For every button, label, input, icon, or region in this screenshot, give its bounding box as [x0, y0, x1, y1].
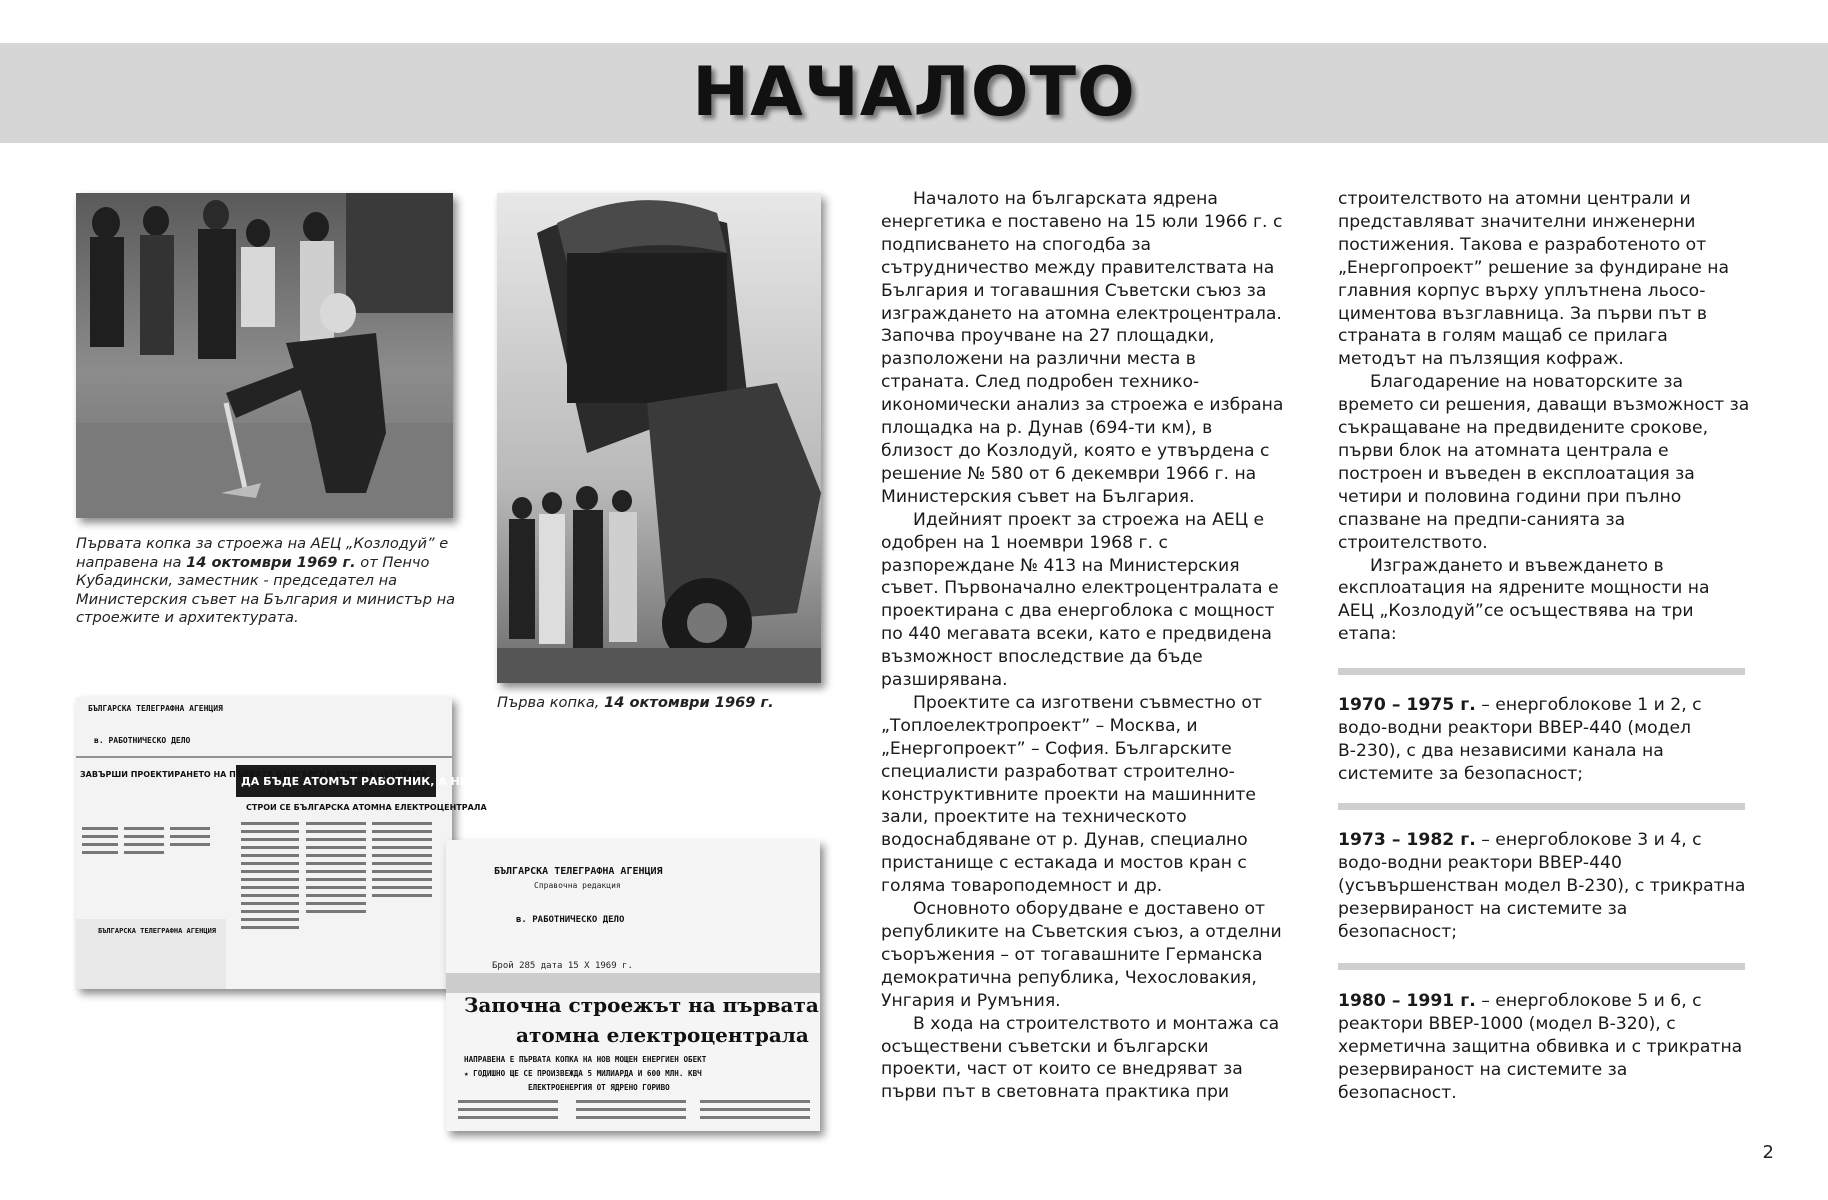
newspaper-clipping-1: [76, 697, 508, 989]
stage-period: 1970 – 1975 г.: [1338, 695, 1476, 715]
divider: [1338, 668, 1745, 675]
clipping2-desk: Справочна редакция: [534, 881, 621, 890]
clipping1-agency-footer: БЪЛГАРСКА ТЕЛЕГРАФНА АГЕНЦИЯ: [98, 927, 217, 935]
main-text-column-1: [881, 188, 1289, 1104]
page-title: НАЧАЛОТО: [692, 53, 1136, 132]
clipping2-issue: Брой 285 дата 15 X 1969 г.: [492, 961, 633, 971]
paragraph: Изграждането и въвеждането в експлоатация на ядрените мощности на АЕЦ „Козлодуй”се осъществява на три етапа:: [1338, 555, 1710, 645]
clipping1-headline-right: ДА БЪДЕ АТОМЪТ РАБОТНИК, А НЕ ВОИН: [241, 775, 508, 788]
stage-period: 1980 – 1991 г.: [1338, 991, 1476, 1011]
stage-period: 1973 – 1982 г.: [1338, 830, 1476, 850]
photo-groundbreaking-caption: Първата копка за строежа на АЕЦ „Козлодуй” е направена на 14 октомври 1969 г. от Пенчо Кубадински, заместник - председател на Министерския съвет на България и министър на строежите и архитектурата.: [76, 535, 456, 626]
clipping1-headline-left: ЗАВЪРШИ ПРОЕКТИРАНЕТО НА ПЪРВАТА БЪЛГАРСКА АТОМНА ЦЕНТРАЛА: [80, 770, 427, 779]
clipping2-subhead-1: НАПРАВЕНА Е ПЪРВАТА КОПКА НА НОВ МОЩЕН ЕНЕРГИЕН ОБЕКТ: [464, 1055, 707, 1064]
paragraph: Основното оборудване е доставено от републиките на Съветския съюз, а отделни съоръжения – от тогавашните Германска демократична република, Чехословакия, Унгария и Румъния.: [881, 899, 1282, 1011]
main-text-column-2: [1338, 188, 1750, 646]
paragraph: строителството на атомни централи и представляват значителни инженерни постижения. Такова е разработеното от „Енергопроект” решение за фундиране на главния корпус върху уплътнена льосо-циментова възглавница. За първи път в страната в голям мащаб се прилага методът на пълзящия кофраж.: [1338, 189, 1730, 370]
caption-date: 14 октомври 1969 г.: [186, 553, 356, 571]
paragraph: Началото на българската ядрена енергетика е поставено на 15 юли 1966 г. с подписването на спогодба за сътрудничество между правителствата на България и тогавашния Съветски съюз за изграждането на атомна електроцентрала. Започва проучване на 27 площадки, разположени на различни места в страната. След подробен технико- икономически анализ за строежа е избрана площадка на р. Дунав (694-ти км), в близост до Козлодуй, която е утвърдена с решение № 580 от 6 декември 1966 г. на Министерския съвет на България.: [881, 189, 1284, 507]
stage-item: 1970 – 1975 г. – енергоблокове 1 и 2, с водо-водни реактори ВВЕР-440 (модел В-230), с два независими канала на системите за безопасност;: [1338, 695, 1702, 784]
clipping2-agency: БЪЛГАРСКА ТЕЛЕГРАФНА АГЕНЦИЯ: [494, 866, 663, 877]
clipping2-headline-2: атомна електроцентрала: [516, 1023, 809, 1047]
stage-item: 1980 – 1991 г. – енергоблокове 5 и 6, с реактори ВВЕР-1000 (модел В-320), с херметична защитна обвивка и с трикратна резервираност на системите за безопасност.: [1338, 991, 1743, 1103]
clipping2-headline-1: Започна строежът на първата: [464, 993, 819, 1017]
photo-first-dig: [497, 193, 821, 683]
clipping1-subhead: СТРОИ СЕ БЪЛГАРСКА АТОМНА ЕЛЕКТРОЦЕНТРАЛА: [246, 803, 487, 812]
paragraph: Проектите са изготвени съвместно от „Топлоелектропроект” – Москва, и „Енергопроект” – София. Българските специалисти разработват строително-конструктивните проекти на машинните зали, проектите на техническото водоснабдяване от р. Дунав, специално пристанище с естакада и мостов кран с голяма товароподемност и др.: [881, 692, 1262, 897]
paragraph: Идейният проект за строежа на АЕЦ е одобрен на 1 ноември 1968 г. с разпореждане № 413 на Министерския съвет. Първоначално електроцентралата е проектирана с два енергоблока с мощност по 440 мегавата всеки, като е предвидена възможност впоследствие да бъде разширявана.: [881, 509, 1279, 691]
clipping1-paper: в. РАБОТНИЧЕСКО ДЕЛО: [94, 736, 191, 745]
photo-first-dig-caption: Първа копка, 14 октомври 1969 г.: [497, 694, 774, 711]
paragraph: В хода на строителството и монтажа са осъществени съветски и български проекти, част от които се внедряват за първи път в световната практика при: [881, 1013, 1280, 1103]
caption-date: 14 октомври 1969 г.: [604, 694, 774, 711]
page-number: 2: [1762, 1142, 1774, 1163]
clipping2-paper: в. РАБОТНИЧЕСКО ДЕЛО: [516, 915, 625, 925]
divider: [1338, 963, 1745, 970]
photo-groundbreaking: [76, 193, 453, 518]
stage-item: 1973 – 1982 г. – енергоблокове 3 и 4, с водо-водни реактори ВВЕР-440 (усъвършенстван модел В-230), с трикратна резервираност на системите за безопасност;: [1338, 830, 1746, 942]
clipping2-subhead-2: ★ ГОДИШНО ЩЕ СЕ ПРОИЗВЕЖДА 5 МИЛИАРДА И 600 МЛН. КВЧ: [464, 1069, 702, 1078]
divider: [1338, 803, 1745, 810]
clipping2-subhead-3: ЕЛЕКТРОЕНЕРГИЯ ОТ ЯДРЕНО ГОРИВО: [528, 1083, 670, 1092]
newspaper-clipping-2: [446, 840, 820, 1131]
paragraph: Благодарение на новаторските за времето си решения, даващи възможност за съкращаване на предвидените срокове, първи блок на атомната централа е построен и въведен в експлоатация за четири и половина години при пълно спазване на предпи-санията за строителството.: [1338, 372, 1750, 553]
clipping1-agency: БЪЛГАРСКА ТЕЛЕГРАФНА АГЕНЦИЯ: [88, 704, 223, 713]
